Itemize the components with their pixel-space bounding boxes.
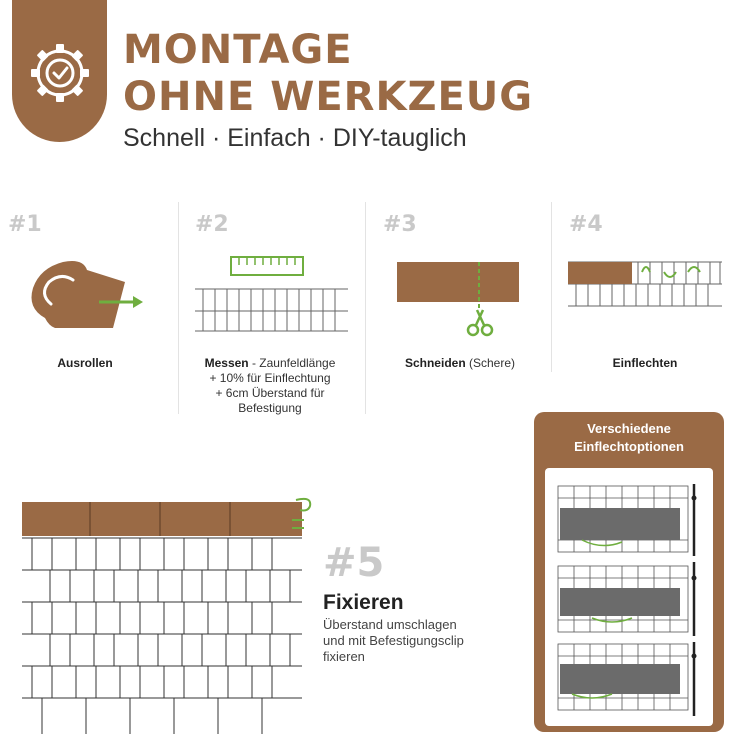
page-title-line1: MONTAGE (123, 27, 353, 73)
measure-illustration (193, 255, 353, 335)
step-divider (365, 202, 366, 414)
cut-illustration (395, 260, 521, 340)
weave-option-1 (558, 484, 697, 556)
options-title: Verschiedene Einflechtoptionen (574, 421, 684, 454)
gear-check-icon (25, 38, 95, 108)
step-3-number: #3 (383, 212, 417, 237)
step-divider (551, 202, 552, 372)
page-subtitle: Schnell · Einfach · DIY-tauglich (123, 124, 467, 152)
step-5-title: Fixieren (323, 591, 404, 614)
step-5-number: #5 (323, 540, 385, 586)
step-4-number: #4 (569, 212, 603, 237)
step-5-description: Überstand umschlagen und mit Befestigungsclip fixieren (323, 617, 464, 664)
step-2-number: #2 (195, 212, 229, 237)
step-1-caption: Ausrollen (57, 356, 113, 370)
weaving-options-illustration (552, 480, 712, 725)
step-3-caption: Schneiden (Schere) (404, 356, 516, 370)
step-1-number: #1 (8, 212, 42, 237)
weave-option-3 (558, 642, 697, 716)
step-2-caption: Messen - Zaunfeldlänge + 10% für Einflechtung + 6cm Überstand für Befestigung (204, 356, 336, 415)
fence-fixing-illustration (20, 494, 320, 736)
step-4-caption: Einflechten (612, 356, 678, 370)
weave-illustration (566, 258, 724, 310)
page-title-line2: OHNE WERKZEUG (123, 74, 534, 120)
roll-illustration (25, 258, 147, 330)
step-divider (178, 202, 179, 414)
weave-option-2 (558, 562, 697, 636)
